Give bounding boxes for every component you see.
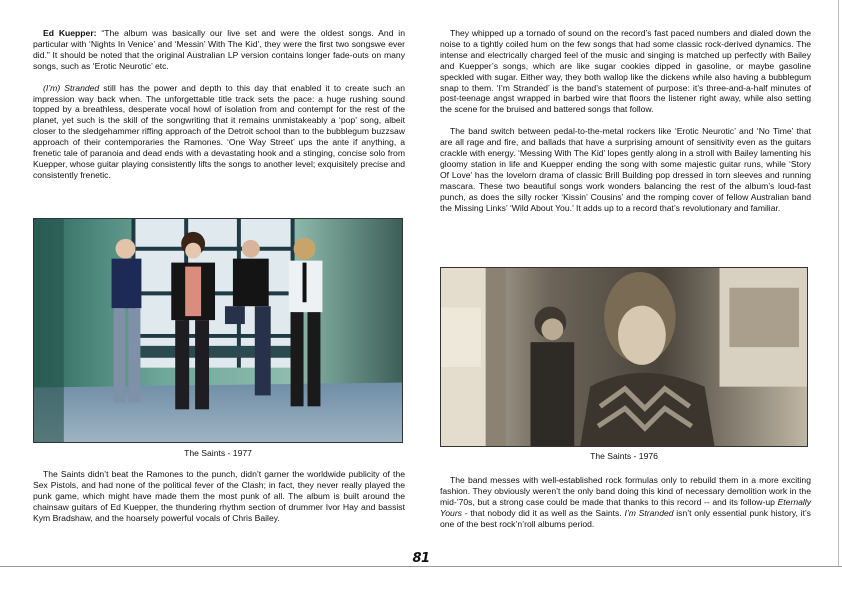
left-paragraph-3: The Saints didn’t beat the Ramones to the punch, didn’t garner the worldwide publicity of the Sex Pistols, and had none of the political fever of the Clash; in fact, they never really played the punk game, which might have made them the most punk of all. The album is built around the chainsaw guitars of Ed Kuepper, the thundering rhythm section of drummer Ivor Hay and bassist Kym Bradshaw, and the hoarsely powerful vocals of Chris Bailey. — [33, 469, 405, 523]
album-title: Eternally Yours — [440, 496, 811, 518]
band-photo-1977-image — [34, 219, 402, 442]
right-column-top — [440, 28, 811, 214]
speaker-label: Ed Kuepper: — [43, 28, 97, 38]
page-number: 81 — [412, 551, 430, 566]
right-column-bottom — [440, 475, 811, 530]
right-paragraph-1: They whipped up a tornado of sound on the record’s fast paced numbers and dialed down the noise to a tightly coiled hum on the few songs that had some classic rock-derived dynamics. The intense and electrically charged feel of the music and singing is matched up perfectly with Bailey and Kuepper’s songs, which are like sugar cookies dipped in gasoline, or maybe gasoline speckled with sugar. Either way, they both wallop like the dickens while also having a bubblegum snap to them. ‘I’m Stranded’ is the band’s statement of purpose: it’s three-and-a-half minutes of post-teenage angst wrapped in barbed wire that floors the listener right away, while also setting the scene for the bruised and battered songs that follow. — [440, 28, 811, 115]
right-paragraph-3: The band messes with well-established rock formulas only to rebuild them in a more exciting fashion. They obviously weren’t the only band doing this kind of necessary demolition work in the mid-’70s, but a strong case could be made that thanks to this record -- and its follow-up Eternally Yours - that nobody did it as well as the Saints. I’m Stranded isn’t only essential punk history, it’s one of the best rock’n’roll albums period. — [440, 475, 811, 529]
photo-caption-1977: The Saints - 1977 — [184, 448, 252, 458]
album-title: (I’m) Stranded — [43, 82, 100, 93]
left-column-bottom — [33, 469, 405, 524]
band-photo-1976-image — [441, 268, 807, 446]
band-photo-1977 — [33, 218, 403, 443]
photo-caption-1976: The Saints - 1976 — [590, 451, 658, 461]
left-paragraph-1: Ed Kuepper: “The album was basically our live set and were the oldest songs. And in particular with ‘Nights In Venice’ and ‘Messin’ With The Kid’, they were the first two songswe ever did.” It should be noted that the original Australian LP version contains longer fade-outs on many songs, such as ‘Erotic Neurotic’ etc. — [33, 28, 405, 71]
bottom-rule — [0, 566, 842, 567]
page-edge — [838, 0, 839, 566]
right-paragraph-2: The band switch between pedal-to-the-metal rockers like ‘Erotic Neurotic’ and ‘No Time’ that are all rage and fire, and ballads that have a surprising amount of sensitivity even as the guitars crackle with energy. ‘Messing With The Kid’ lopes gently along in a stroll with Bailey lamenting his gloomy station in life and Kuepper ending the song with some majestic guitar runs, while ‘Story Of Love’ has the lovelorn drama of classic Brill Building pop dressed in torn sleeves and running mascara. These two beautiful songs work wonders balancing the rest of the album’s loud-fast punch, as does the silly rocker ‘Kissin’ Cousins’ and the romping cover of fellow Australian band the Missing Links’ ‘Wild About You.’ It adds up to a record that’s revolutionary and familiar. — [440, 126, 811, 213]
album-title: I’m Stranded — [624, 507, 674, 518]
left-column-top — [33, 28, 405, 181]
left-paragraph-2: (I’m) Stranded still has the power and depth to this day that enabled it to create such an impression way back when. The unforgettable title track sets the pace: a huge rushing sound topped by a breathless, desperate vocal howl of isolation from and contempt for the rest of the planet, yet such is the skill of the songwriting that it remains unmistakeably a ‘pop’ song, albeit closer to the sledgehammer riffing approach of the Detroit school than to the bubblegum buzzsaw approach of their contemporaries the Ramones. ‘One Way Street’ ups the ante if anything, a frenetic tale of paranoia and dead ends with a devastating hook and a stinging, concise solo from Kuepper, whose guitar playing consistently lifts the songs to another level; exquisitely precise and consistently frenetic. — [33, 82, 405, 180]
band-photo-1976 — [440, 267, 808, 447]
